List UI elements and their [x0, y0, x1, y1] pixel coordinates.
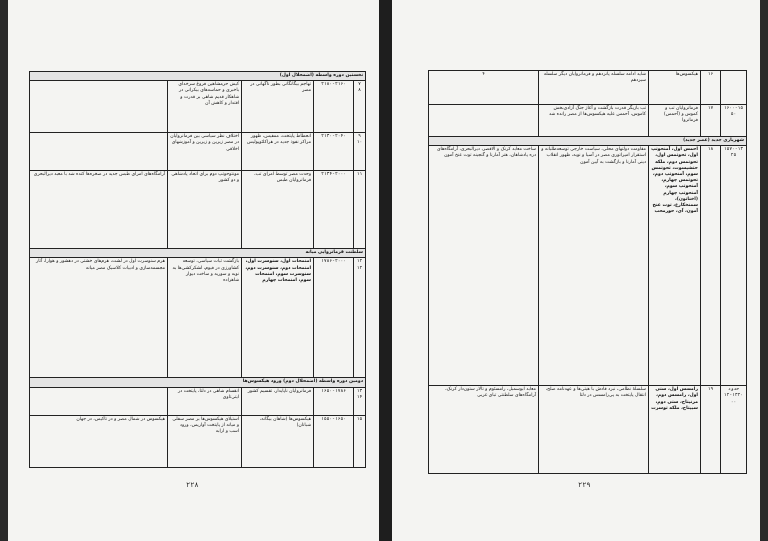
page-number: ۲۲۸ [186, 481, 199, 489]
details-cell: اختلاف نظر سیاسی بین فرمانروایان در مصر زبرین و زیرین و آموزشهای اخلاقی [168, 133, 242, 171]
notes-cell [30, 81, 168, 133]
dynasty-number: ۱۸ [701, 146, 721, 386]
table-row [30, 81, 366, 133]
viewer-frame-left [0, 0, 8, 541]
events-cell: وحدت مصر توسط امرای تب، فرمانروایان طبس [242, 171, 314, 249]
date-range: ۱۷۸۶-۲۰۰۰ [314, 258, 354, 378]
notes-cell [30, 387, 168, 415]
table-row [30, 415, 366, 467]
table-row [30, 258, 366, 378]
table-row [429, 386, 747, 474]
date-range: ۱۵۷۰-۱۳۲۵ [721, 146, 747, 386]
details-cell: مقاومت دولتهای محلی، سیاست خارجی توسعه‌طلبانه و استقرار امپراتوری مصر در آسیا و نوبه، ظهور انقلاب دینی آمارنا و بازگشت به آیین آمون [539, 146, 649, 386]
notes-cell [30, 133, 168, 171]
details-cell: انقسام شاهی در دلتا، پایتخت در ایتی‌تاوی [168, 387, 242, 415]
dynasty-number: ۱۶ [701, 71, 721, 105]
table-row [429, 71, 747, 105]
right-table-block [428, 70, 746, 474]
row-number [429, 105, 539, 137]
details-cell: استیلای هیکسوس‌ها بر مصر سفلی و میانه از پایتخت آواریس، ورود اسب و ارابه [168, 415, 242, 467]
dynasty-number: ۱۹ [701, 386, 721, 474]
section-band-first-intermediate: نخستین دوره واسطه (اضمحلال اول) [30, 72, 366, 81]
left-table-block [29, 71, 365, 468]
section-band-new-kingdom: شهریاری جدید (عصر جدید) [429, 137, 747, 146]
details-cell: تب بازیگر قدرت بازگشت و آغاز جنگ آزادی‌بخش کاموس، آحمس علیه هیکسوس‌ها از مصر رانده شد [539, 105, 649, 137]
events-cell: رامسس اول، ستی اول، رامسس دوم، مرنپتاح، ستی دوم، سیپتاح، ملکه توسرت [649, 386, 701, 474]
date-range: ۲۱۳۴-۲۰۰۰ [314, 171, 354, 249]
dynasty-number: ۱۷ [701, 105, 721, 137]
notes-cell: هرم سنوسرت اول در لشت، هرم‌های خشتی در دهشور و هوارا، آثار مجسمه‌سازی و ادبیات کلاسیک مصر میانه [30, 258, 168, 378]
date-range: حدود ۱۳۲۰-۱۲۰۰ [721, 386, 747, 474]
right-page [392, 0, 760, 541]
table-row [30, 171, 366, 249]
events-cell: فرمانروایان تب و کموس و (آحمس) فرمانروا [649, 105, 701, 137]
dynasty-number: ۹ ۱۰ [354, 133, 366, 171]
notes-cell: ساخت معابد کرنک و الاقصر، دیرالبحری، آرامگاه‌های دره پادشاهان، هنر آمارنا و گنجینه توت عنخ آمون [429, 146, 539, 386]
table-row [30, 387, 366, 415]
details-cell: بازگشت ثبات سیاسی، توسعه کشاورزی در فیوم، لشکرکشی‌ها به نوبه و سوریه و ساخت دیوار شاهزاده [168, 258, 242, 378]
table-row [429, 105, 747, 137]
row-number: ۴ [429, 71, 539, 105]
details-cell: کیش حرمشاهین فروغ سرخدای باخبری و حماسه‌های بیکرانی در شاهکار قدیم شاهی بر قدرت و اقتدار و کاهش آن [168, 81, 242, 133]
table-row [429, 146, 747, 386]
details-cell: شاید ادامه سلسله پانزدهم و فرمانروایان دیگر سلسله سیزدهم [539, 71, 649, 105]
events-cell: انحطاط پایتخت، ممفیس، ظهور مراکز نفوذ جدید در هراکلئوپولیس [242, 133, 314, 171]
events-cell: احمس اول، آمنحوتپ اول، تحوتمس اول، تحوتمس دوم، ملکه حتشپسوت، تحوتمس سوم، آمنحوتپ دوم، تحوتمس چهارم، آمنحوتپ سوم، آمنحوتپ چهارم (اخناتون)، سمنخکارع، توت عنخ آمون، آی، حورمحب [649, 146, 701, 386]
book-gutter [379, 0, 392, 541]
page-number: ۲۲۹ [578, 481, 591, 489]
dynasty-number: ۱۲ ۱۲ [354, 258, 366, 378]
events-cell: هیکسوس‌ها (شاهان بیگانه، شبانان) [242, 415, 314, 467]
date-range: ۱۵۵۰-۱۶۵۰ [314, 415, 354, 467]
date-range: ۱۶۰۰-۱۵۵۰ [721, 105, 747, 137]
date-range: ۱۶۵۰-۱۷۸۶ [314, 387, 354, 415]
dynasty-number: ۱۱ [354, 171, 366, 249]
notes-cell: آرامگاه‌های امرای طبس جدید در صخره‌ها کنده شد با معبد دیرالبحری [30, 171, 168, 249]
chronology-table-right [428, 70, 747, 474]
dynasty-number: ۱۳ ۱۴ [354, 387, 366, 415]
dynasty-number: ۱۵ [354, 415, 366, 467]
events-cell: تهاجم بیگانگانی بطور ناگهانی در مصر [242, 81, 314, 133]
table-row [30, 133, 366, 171]
section-band-second-intermediate: دومین دوره واسطه (اضمحلال دوم) ورود هیکسوس‌ها [30, 378, 366, 387]
date-range: ۲۱۳۰-۲۰۴۰ [314, 133, 354, 171]
events-cell: هیکسوس‌ها [649, 71, 701, 105]
events-cell: فرمانروایان ناپایدار، تقسیم کشور [242, 387, 314, 415]
details-cell: مونتوحوتپ دوم برای اتحاد پادشاهی و دو کشور [168, 171, 242, 249]
date-range: ۲۱۸۰-۲۱۶۰ [314, 81, 354, 133]
chronology-table-left [29, 71, 366, 468]
events-cell: امنمحات اول، سنوسرت اول، امنمحات دوم، سنوسرت دوم، سنوسرت سوم، امنمحات سوم، امنمحات چهارم [242, 258, 314, 378]
notes-cell: هیکسوس در شمال مصر و در تاکیس، در جهان [30, 415, 168, 467]
left-page [8, 0, 379, 541]
notes-cell: معابد ابوسمبل، رامسئوم و تالار ستون‌دار کرنک، آرامگاه‌های سلطنتی تبای غربی [429, 386, 539, 474]
viewer-frame-right [760, 0, 768, 541]
date-range [721, 71, 747, 105]
dynasty-number: ۷ ۸ [354, 81, 366, 133]
section-band-middle-kingdom: سلطنت فرمانروایی میانه [30, 249, 366, 258]
details-cell: سلسلهٔ نظامی، نبرد قادش با هیتی‌ها و عهدنامه صلح، انتقال پایتخت به پی‌رامسس در دلتا [539, 386, 649, 474]
